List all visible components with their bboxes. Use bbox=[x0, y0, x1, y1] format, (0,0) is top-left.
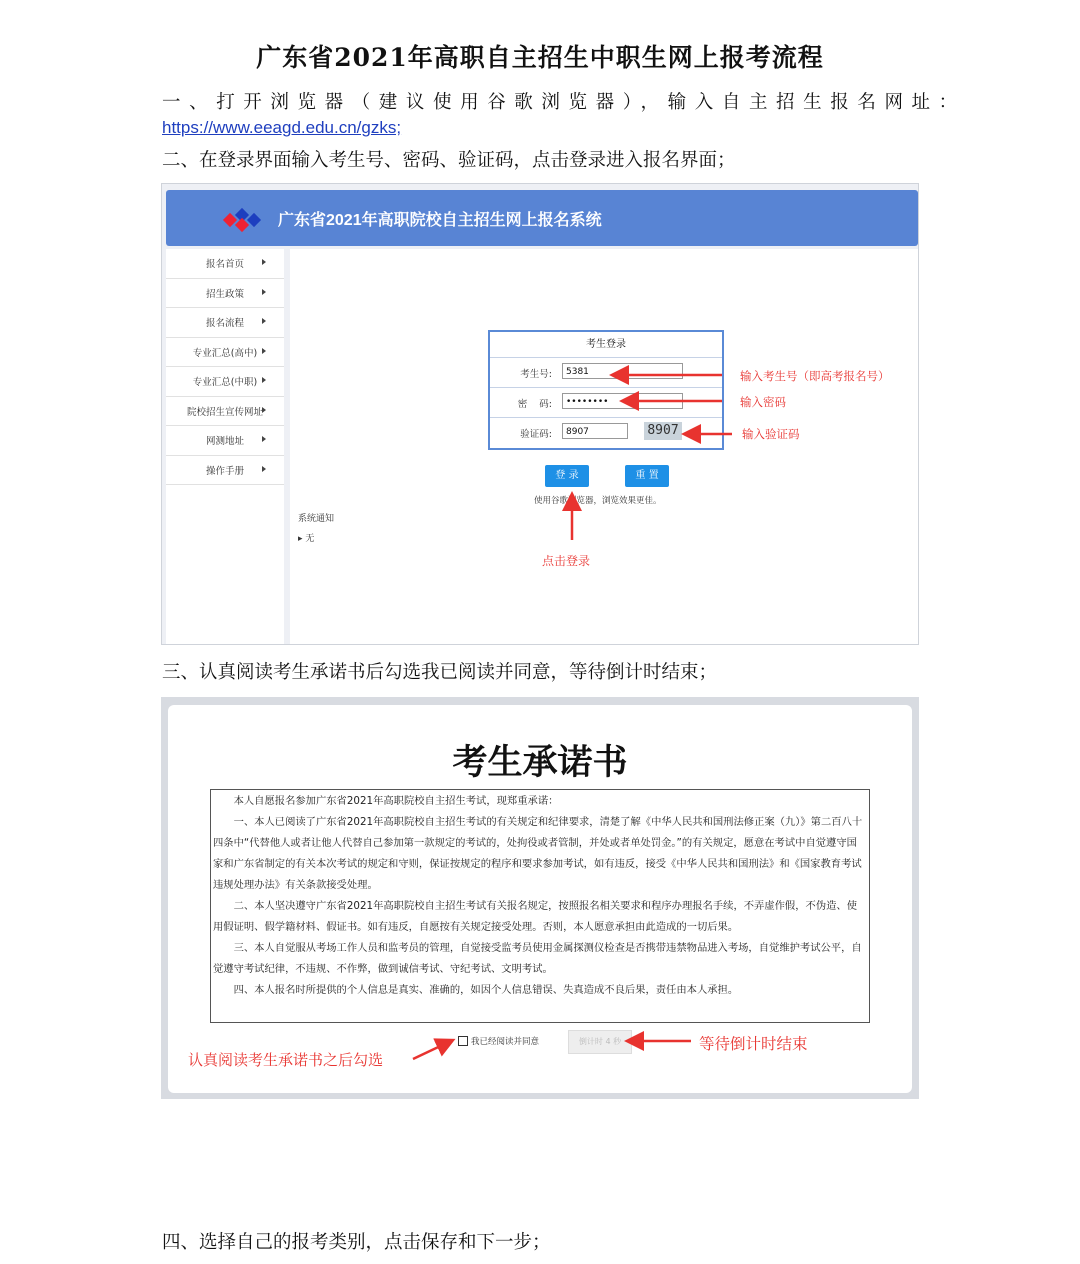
password-label: 密 码: bbox=[517, 399, 552, 410]
sidebar-item-label: 网测地址 bbox=[205, 436, 244, 448]
annotation-exam-number: 输入考生号（即高考报名号） bbox=[740, 369, 890, 383]
annotation-captcha: 输入验证码 bbox=[742, 427, 800, 441]
sidebar-item-label: 专业汇总(高中) bbox=[192, 347, 258, 359]
pledge-paragraph: 三、本人自觉服从考场工作人员和监考员的管理，自觉接受监考员使用金属探测仪检查是否携带违禁物品进入考场，自觉维护考试公平，自觉遵守考试纪律，不违规、不作弊，做到诚信考试、守纪考试、文明考试。 bbox=[213, 942, 862, 975]
arrow-to-checkbox bbox=[413, 1041, 451, 1059]
notice-item: ▸ 无 bbox=[298, 534, 315, 544]
sidebar-item-label: 招生政策 bbox=[205, 288, 244, 300]
annotation-wait: 等待倒计时结束 bbox=[699, 1035, 808, 1053]
pledge-paragraph: 四、本人报名时所提供的个人信息是真实、准确的，如因个人信息错误、失真造成不良后果，责任由本人承担。 bbox=[213, 984, 739, 996]
countdown-button[interactable]: 倒计时 4 秒 bbox=[568, 1030, 632, 1054]
password-input[interactable]: •••••••• bbox=[562, 393, 683, 409]
step-2-text: 二、在登录界面输入考生号、密码、验证码，点击登录进入报名界面； bbox=[162, 150, 736, 171]
exam-number-label: 考生号: bbox=[520, 369, 552, 380]
pledge-paragraph: 二、本人坚决遵守广东省2021年高职院校自主招生考试有关报名规定，按照报名相关要求和程序办理报名手续，不弄虚作假，不伪造、使用假证明、假学籍材料、假证书。如有违反，自愿按有关规定接受处理。否则，本人愿意承担由此造成的一切后果。 bbox=[213, 900, 858, 933]
browser-tip: 使用谷歌浏览器，浏览效果更佳。 bbox=[534, 496, 662, 506]
login-form-title: 考生登录 bbox=[490, 332, 722, 358]
login-arrows bbox=[162, 184, 919, 645]
sidebar-item-label: 专业汇总(中职) bbox=[192, 377, 258, 389]
captcha-image[interactable]: 8907 bbox=[644, 422, 682, 440]
login-button[interactable]: 登 录 bbox=[545, 465, 589, 487]
annotation-click-login: 点击登录 bbox=[542, 554, 591, 568]
agree-label: 我已经阅读并同意 bbox=[471, 1037, 540, 1047]
sidebar-item-label: 操作手册 bbox=[205, 465, 244, 477]
pledge-screenshot bbox=[161, 697, 919, 1099]
reset-button[interactable]: 重 置 bbox=[625, 465, 669, 487]
registration-url-link[interactable]: https://www.eeagd.edu.cn/gzks; bbox=[162, 118, 402, 137]
exam-number-input[interactable]: 5381 bbox=[562, 363, 683, 379]
pledge-arrows bbox=[161, 697, 919, 1099]
captcha-label: 验证码: bbox=[520, 429, 552, 440]
pledge-paragraph: 一、本人已阅读了广东省2021年高职院校自主招生考试的有关规定和纪律要求，清楚了解《中华人民共和国刑法修正案（九）》第二百八十四条中“代替他人或者让他人代替自己参加第一款规定的考试的，处拘役或者管制，并处或者单处罚金。”的有关规定，愿意在考试中自觉遵守国家和广东省制定的有关本次考试的规定和守则，保证按规定的程序和要求参加考试，如有违反，接受《中华人民共和国刑法》和《国家教育考试违规处理办法》有关条款接受处理。 bbox=[213, 816, 863, 891]
login-screenshot bbox=[161, 183, 919, 645]
annotation-check: 认真阅读考生承诺书之后勾选 bbox=[188, 1051, 384, 1069]
sidebar-item-label: 报名首页 bbox=[205, 259, 244, 271]
pledge-paragraph: 本人自愿报名参加广东省2021年高职院校自主招生考试，现郑重承诺： bbox=[213, 795, 559, 807]
step-3-text: 三、认真阅读考生承诺书后勾选我已阅读并同意，等待倒计时结束； bbox=[162, 662, 718, 683]
system-title: 广东省2021年高职院校自主招生网上报名系统 bbox=[278, 212, 602, 229]
step-4-text: 四、选择自己的报考类别，点击保存和下一步； bbox=[162, 1232, 551, 1253]
notice-item-text: 无 bbox=[305, 534, 315, 544]
sidebar-item-label: 报名流程 bbox=[205, 318, 244, 330]
sidebar-item-label: 院校招生宣传网址 bbox=[186, 406, 263, 418]
annotation-password: 输入密码 bbox=[740, 395, 786, 409]
document-title: 广东省2021年高职自主招生中职生网上报考流程 bbox=[256, 43, 824, 72]
notice-title: 系统通知 bbox=[298, 514, 335, 524]
pledge-title: 考生承诺书 bbox=[452, 743, 628, 783]
step-1-text: 一、打开浏览器（建议使用谷歌浏览器），输入自主招生报名网址： bbox=[162, 92, 966, 113]
captcha-input[interactable]: 8907 bbox=[562, 423, 628, 439]
